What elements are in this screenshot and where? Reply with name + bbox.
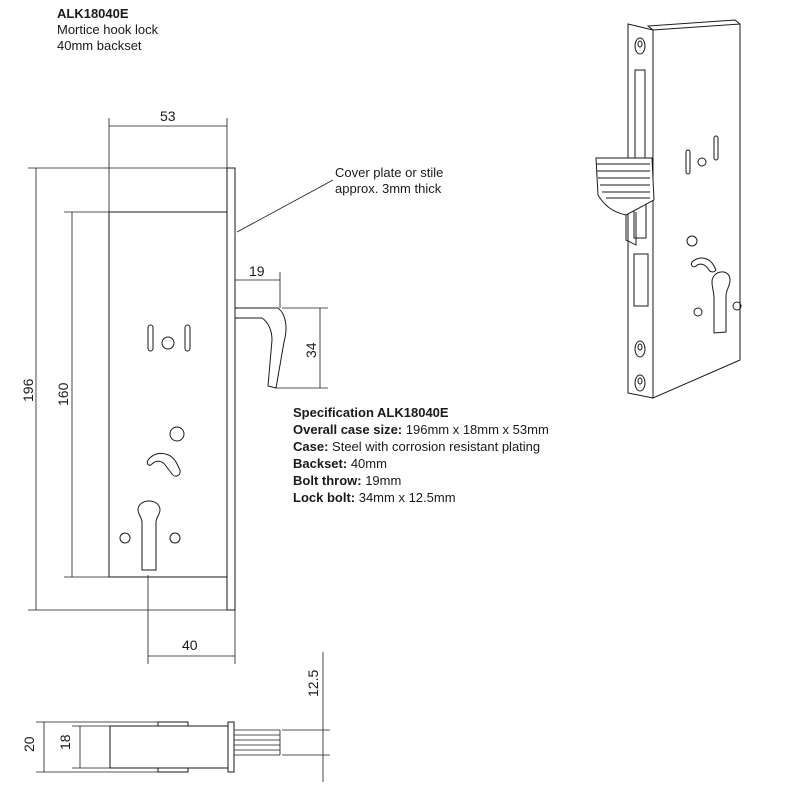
slot-left bbox=[148, 325, 153, 351]
dim-label-18: 18 bbox=[57, 734, 73, 750]
dim-label-20: 20 bbox=[21, 736, 37, 752]
hook-bolt bbox=[235, 308, 286, 388]
spec-row-case-size: Overall case size: 196mm x 18mm x 53mm bbox=[293, 422, 549, 437]
front-elevation bbox=[109, 168, 286, 610]
dim-label-53: 53 bbox=[160, 108, 176, 124]
slot-right bbox=[185, 325, 190, 351]
dim-label-160: 160 bbox=[55, 382, 71, 406]
cam-slot bbox=[147, 453, 180, 476]
dim-label-40: 40 bbox=[182, 637, 198, 653]
dim-label-34: 34 bbox=[303, 342, 319, 358]
plan-case bbox=[110, 726, 228, 768]
spec-row-case: Case: Steel with corrosion resistant plating bbox=[293, 439, 541, 454]
cover-plate-note-line2: approx. 3mm thick bbox=[335, 181, 442, 196]
cyl-screw-left bbox=[120, 533, 130, 543]
spec-row-backset: Backset: 40mm bbox=[293, 456, 387, 471]
product-code: ALK18040E bbox=[57, 6, 129, 21]
dim-label-12-5: 12.5 bbox=[305, 669, 321, 697]
plan-view bbox=[36, 652, 330, 782]
spec-heading: Specification ALK18040E bbox=[293, 405, 449, 420]
dim-label-19: 19 bbox=[249, 263, 265, 279]
cyl-screw-right bbox=[170, 533, 180, 543]
plan-bolt-lines bbox=[234, 730, 280, 755]
lock-case bbox=[109, 212, 227, 577]
backset-note: 40mm backset bbox=[57, 38, 142, 53]
product-name: Mortice hook lock bbox=[57, 22, 159, 37]
dim-label-196: 196 bbox=[20, 378, 36, 402]
spec-row-lock-bolt: Lock bolt: 34mm x 12.5mm bbox=[293, 490, 456, 505]
cylinder-cutout bbox=[138, 501, 160, 570]
isometric-view bbox=[596, 20, 741, 398]
cover-plate-note-line1: Cover plate or stile bbox=[335, 165, 444, 180]
spec-row-bolt-throw: Bolt throw: 19mm bbox=[293, 473, 402, 488]
dimension-lines bbox=[28, 118, 333, 664]
fixing-hole bbox=[162, 337, 174, 349]
faceplate bbox=[227, 168, 235, 610]
iso-case-side bbox=[653, 24, 740, 398]
spindle-hole bbox=[170, 427, 184, 441]
